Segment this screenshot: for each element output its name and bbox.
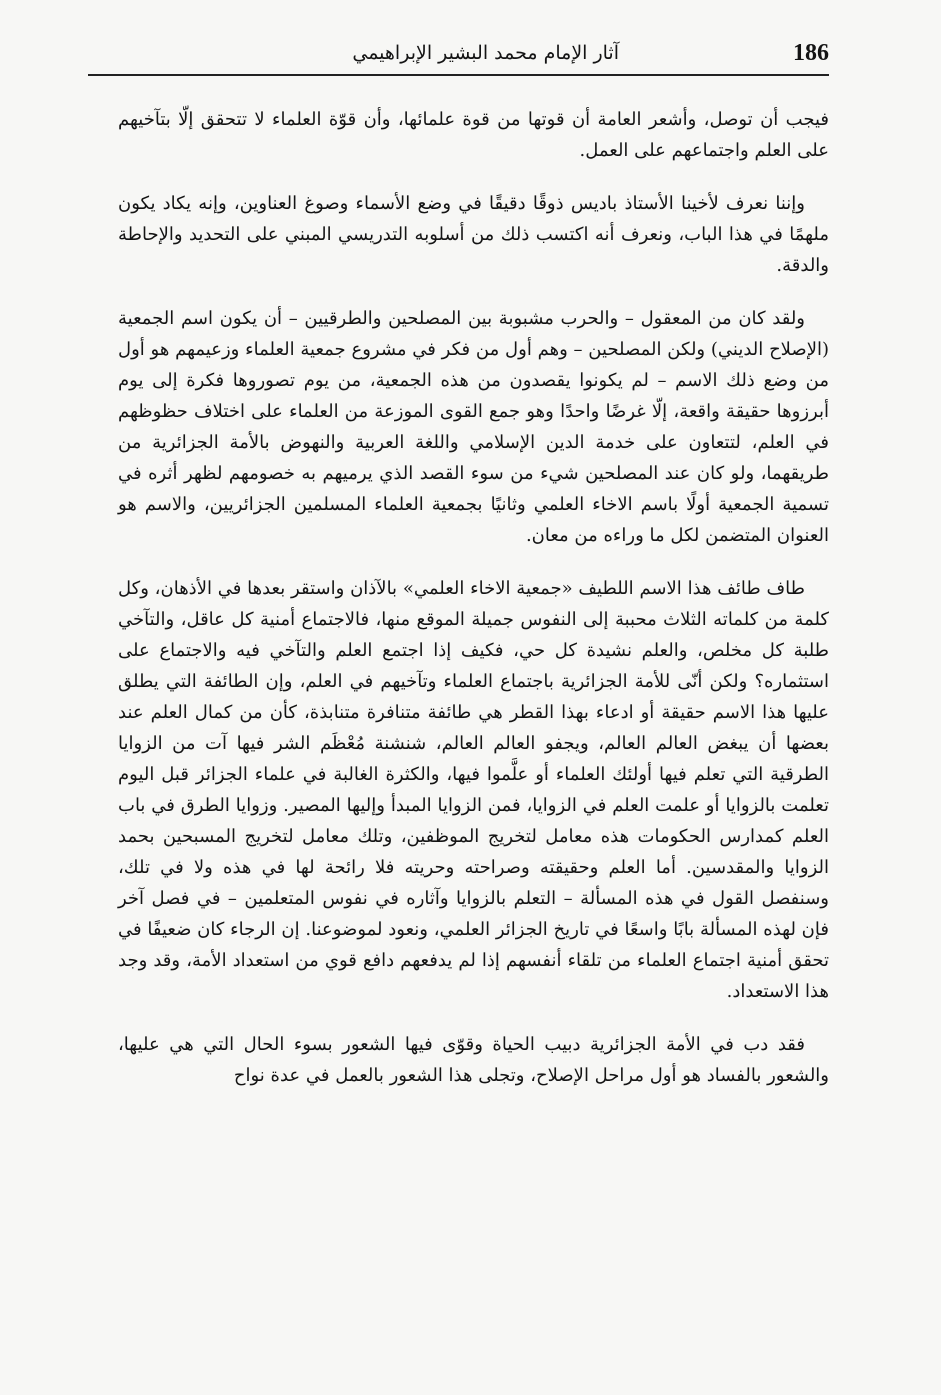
page-number: 186 [793, 40, 829, 66]
paragraph: فيجب أن توصل، وأشعر العامة أن قوتها من قوة علمائها، وأن قوّة العلماء لا تتحقق إلّا بتآخيهم على العلم واجتماعهم على العمل. [118, 109, 829, 161]
page-header [88, 38, 829, 72]
paragraph: ولقد كان من المعقول – والحرب مشبوبة بين المصلحين والطرقيين – أن يكون اسم الجمعية (الإصلاح الديني) ولكن المصلحين – وهم أول من فكر في مشروع جمعية العلماء وزعيمهم هو أول من وضع ذلك الاسم – لم يكونوا يقصدون من هذه الجمعية، من يوم تصوروها فكرة إلى يوم أبرزوها حقيقة واقعة، إلّا غرضًا واحدًا وهو جمع القوى الموزعة من العلماء على اختلاف حظوظهم في العلم، لتتعاون على خدمة الدين الإسلامي واللغة العربية والنهوض بالأمة الجزائرية من طريقهما، ولو كان عند المصلحين شيء من سوء القصد الذي يرميهم به خصومهم لظهر أثره في تسمية الجمعية أولًا باسم الاخاء العلمي وثانيًا بجمعية العلماء المسلمين الجزائريين، والاسم هو العنوان المتضمن لكل ما وراءه من معان. [118, 308, 829, 546]
header-divider [88, 74, 829, 76]
paragraph: طاف طائف هذا الاسم اللطيف «جمعية الاخاء العلمي» بالآذان واستقر بعدها في الأذهان، وكل كلمة من كلماته الثلاث محببة إلى النفوس جميلة الموقع منها، فالاجتماع أمنية كل عاقل، والتآخي طلبة كل مخلص، والعلم نشيدة كل حي، فكيف إذا اجتمع العلم والتآخي فيه والاجتماع على استثماره؟ ولكن أنّى للأمة الجزائرية باجتماع العلماء وتآخيهم في العلم، وإن الطائفة التي يطلق عليها هذا الاسم حقيقة أو ادعاء بهذا القطر هي طائفة متنافرة متنابذة، كأن من كمال العلم عند بعضها أن يبغض العالم العالم، ويجفو العالم العالم، شنشنة مُعْظَم الشر فيها آت من الزوايا الطرقية التي تعلم فيها أولئك العلماء أو علَّموا فيها، والكثرة الغالبة في علماء الجزائر قبل اليوم تعلمت بالزوايا أو علمت العلم في الزوايا، فمن الزوايا المبدأ وإليها المصير. وزوايا الطرق في باب العلم كمدارس الحكومات هذه معامل لتخريج الموظفين، وتلك معامل لتخريج المسبحين بحمد الزوايا والمقدسين. أما العلم وحقيقته وصراحته وحريته فلا رائحة لها في هذه ولا في تلك، وسنفصل القول في هذه المسألة – التعلم بالزوايا وآثاره في نفوس المتعلمين – في فصل آخر فإن لهذه المسألة بابًا واسعًا في تاريخ الجزائر العلمي، ونعود لموضوعنا. إن الرجاء كان ضعيفًا في تحقق أمنية اجتماع العلماء من تلقاء أنفسهم إذا لم يدفعهم دافع قوي من استعداد الأمة، وقد وجد هذا الاستعداد. [118, 578, 829, 1002]
body-text [118, 104, 829, 1091]
paragraph: فقد دب في الأمة الجزائرية دبيب الحياة وقوّى فيها الشعور بسوء الحال التي هي عليها، والشعور بالفساد هو أول مراحل الإصلاح، وتجلى هذا الشعور بالعمل في عدة نواح [118, 1034, 829, 1086]
paragraph: وإننا نعرف لأخينا الأستاذ باديس ذوقًا دقيقًا في وضع الأسماء وصوغ العناوين، وإنه يكاد يكون ملهمًا في هذا الباب، ونعرف أنه اكتسب ذلك من أسلوبه التدريسي المبني على التحديد والإحاطة والدقة. [118, 193, 829, 276]
running-title: آثار الإمام محمد البشير الإبراهيمي [352, 42, 619, 64]
